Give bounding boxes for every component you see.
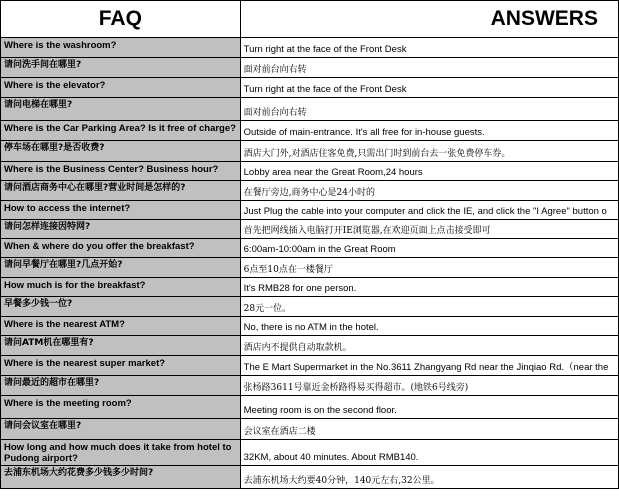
question-cell[interactable]: 请问早餐厅在哪里?几点开始? [1, 258, 241, 278]
answer-cell[interactable]: 会议室在酒店二楼 [240, 419, 618, 440]
answer-cell[interactable]: Just Plug the cable into your computer and click the IE, and click the "I Agree" button o [240, 201, 618, 220]
faq-row [1, 356, 619, 376]
answer-cell[interactable]: It's RMB28 for one person. [240, 278, 618, 297]
answer-cell[interactable]: Turn right at the face of the Front Desk [240, 78, 618, 98]
faq-row [1, 38, 619, 58]
faq-row [1, 317, 619, 336]
faq-row [1, 98, 619, 121]
question-cell[interactable]: When & where do you offer the breakfast? [1, 239, 241, 258]
answer-cell[interactable]: Lobby area near the Great Room,24 hours [240, 162, 618, 181]
answer-cell[interactable]: 酒店大门外,对酒店住客免费,只需出门时到前台去一张免费停车券。 [240, 141, 618, 162]
faq-row [1, 121, 619, 141]
answer-cell[interactable]: 首先把网线插入电脑打开IE浏览器,在欢迎页面上点击接受即可 [240, 220, 618, 239]
answer-cell[interactable]: 28元一位。 [240, 297, 618, 317]
faq-row [1, 440, 619, 466]
answer-cell[interactable]: Outside of main-entrance. It's all free for in-house guests. [240, 121, 618, 141]
answer-cell[interactable]: Turn right at the face of the Front Desk [240, 38, 618, 58]
question-cell[interactable]: Where is the meeting room? [1, 396, 241, 419]
question-cell[interactable]: 去浦东机场大约花费多少钱多少时间? [1, 466, 241, 489]
faq-row [1, 141, 619, 162]
answer-cell[interactable]: 在餐厅旁边,商务中心是24小时的 [240, 181, 618, 201]
answer-cell[interactable]: 面对前台向右转 [240, 58, 618, 78]
question-cell[interactable]: 早餐多少钱一位? [1, 297, 241, 317]
answer-cell[interactable]: 32KM, about 40 minutes. About RMB140. [240, 440, 618, 466]
question-cell[interactable]: 停车场在哪里?是否收费? [1, 141, 241, 162]
question-cell[interactable]: Where is the elevator? [1, 78, 241, 98]
faq-row [1, 419, 619, 440]
answer-cell[interactable]: Meeting room is on the second floor. [240, 396, 618, 419]
faq-row [1, 278, 619, 297]
faq-row [1, 376, 619, 396]
answer-cell[interactable]: 酒店内不提供自动取款机。 [240, 336, 618, 356]
faq-row [1, 58, 619, 78]
faq-header: FAQ [1, 1, 241, 38]
question-cell[interactable]: 请问电梯在哪里? [1, 98, 241, 121]
question-cell[interactable]: 请问ATM机在哪里有? [1, 336, 241, 356]
answer-cell[interactable]: 去浦东机场大约要40分钟，140元左右,32公里。 [240, 466, 618, 489]
answer-cell[interactable]: 面对前台向右转 [240, 98, 618, 121]
header-row [1, 1, 619, 38]
answer-cell[interactable]: The E Mart Supermarket in the No.3611 Zhangyang Rd near the Jinqiao Rd.（near the [240, 356, 618, 376]
question-cell[interactable]: How much is for the breakfast? [1, 278, 241, 297]
question-cell[interactable]: How to access the internet? [1, 201, 241, 220]
faq-row [1, 258, 619, 278]
faq-rows [1, 38, 619, 489]
question-cell[interactable]: Where is the Car Parking Area? Is it free of charge? [1, 121, 241, 141]
faq-row [1, 336, 619, 356]
answer-cell[interactable]: 6:00am-10:00am in the Great Room [240, 239, 618, 258]
question-cell[interactable]: 请问怎样连接因特网? [1, 220, 241, 239]
question-cell[interactable]: 请问最近的超市在哪里? [1, 376, 241, 396]
faq-row [1, 162, 619, 181]
answer-cell[interactable]: No, there is no ATM in the hotel. [240, 317, 618, 336]
question-cell[interactable]: 请问洗手间在哪里? [1, 58, 241, 78]
faq-row [1, 181, 619, 201]
faq-row [1, 297, 619, 317]
faq-row [1, 201, 619, 220]
question-cell[interactable]: Where is the nearest super market? [1, 356, 241, 376]
faq-row [1, 466, 619, 489]
question-cell[interactable]: Where is the Business Center? Business hour? [1, 162, 241, 181]
question-cell[interactable]: Where is the nearest ATM? [1, 317, 241, 336]
faq-row [1, 78, 619, 98]
faq-row [1, 396, 619, 419]
answer-cell[interactable]: 6点至10点在一楼餐厅 [240, 258, 618, 278]
answers-header: ANSWERS [240, 1, 618, 38]
faq-row [1, 220, 619, 239]
question-cell[interactable]: Where is the washroom? [1, 38, 241, 58]
question-cell[interactable]: How long and how much does it take from hotel to Pudong airport? [1, 440, 241, 466]
question-cell[interactable]: 请问会议室在哪里? [1, 419, 241, 440]
faq-row [1, 239, 619, 258]
answer-cell[interactable]: 张杨路3611号靠近金桥路得易买得超市。(地铁6号线旁) [240, 376, 618, 396]
question-cell[interactable]: 请问酒店商务中心在哪里?营业时间是怎样的? [1, 181, 241, 201]
